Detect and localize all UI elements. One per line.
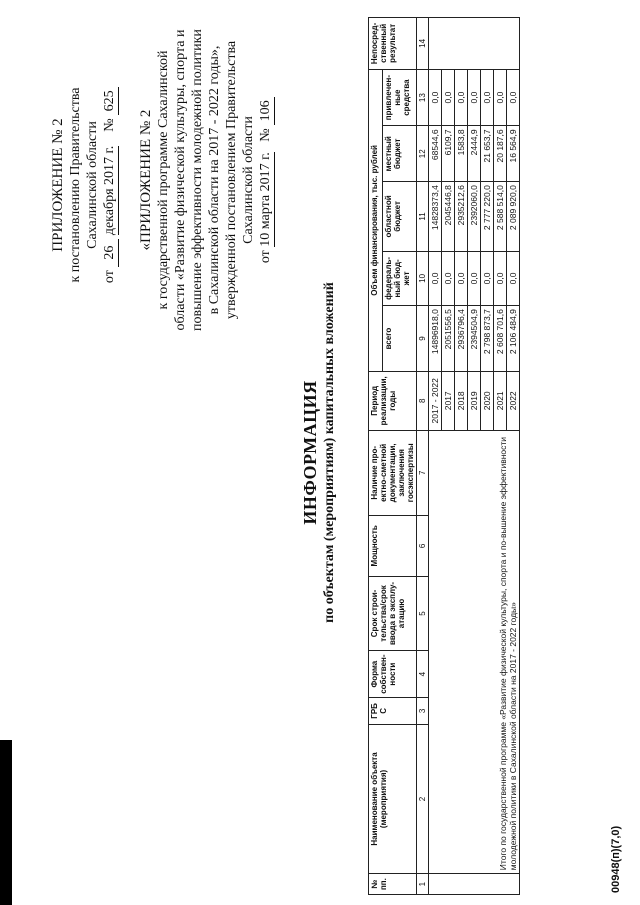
date: 10 марта 2017 г. [258, 152, 273, 247]
col-header-funding: Объем финансирования, тыс. рублей [369, 69, 383, 371]
col-header-ownership: Форма собствен-ности [369, 651, 417, 698]
appendix-title: ПРИЛОЖЕНИЕ № 2 [50, 118, 66, 252]
appendix-line: Сахалинской области [85, 121, 100, 249]
col-header-deadline: Срок строи-тельства/срок ввода в эксплу-атацию [369, 576, 417, 650]
capital-investments-table [368, 17, 520, 895]
document-title: ИНФОРМАЦИЯ [300, 380, 320, 525]
col-header-federal: федераль-ный бюд-жет [382, 251, 416, 306]
col-header-regional: областной бюджет [382, 182, 416, 251]
document-code: 00948(п)(7,0) [610, 825, 622, 893]
total-label: Итого по государственной программе «Развитие физической культуры, спорта и по-вышение эффективности молодежной политики в Сахалинской области на 2017 - 2022 годы» [429, 430, 520, 874]
table-header-row [369, 18, 383, 895]
document-subtitle: по объектам (мероприятиям) капитальных вложений [322, 282, 337, 623]
table-row: 2021 2 608 701,6 0,0 2 588 514,0 20 187,6 0,0 [494, 18, 507, 895]
date-month-year: декабря 2017 г. [102, 145, 117, 236]
table-row: 2019 2394504,9 0,0 2392060,0 2444,9 0,0 [468, 18, 481, 895]
appendix-date-line: от 26 декабря 2017 г. № 625 [101, 35, 119, 335]
col-header-capacity: Мощность [369, 515, 417, 576]
appendix-title: «ПРИЛОЖЕНИЕ № 2 [138, 109, 154, 251]
col-header-other: привлечен-ные средства [382, 69, 416, 126]
table-row: Итого по государственной программе «Развитие физической культуры, спорта и по-вышение эффективности молодежной политики в Сахалинской области на 2017 - 2022 годы» 2017 - 2022 14896918,0 0,0 14828373,4 68544,6 0,0 [429, 18, 442, 895]
table-row: 2017 2051556,5 0,0 2045446,8 6109,7 0,0 [442, 18, 455, 895]
appendix-header-top [50, 35, 119, 335]
decree-number: 106 [257, 97, 275, 125]
date-day: 26 [101, 239, 119, 267]
appendix-header-second: «ПРИЛОЖЕНИЕ № 2 к государственной программе Сахалинской области «Развитие физической культуры, спорта и повышение эффективности молодежной политики в Сахалинской области на 2017 - 2022 годы», утвержденной постановлением Правительства Сахалинской области от 10 марта 2017 г. № 106 [138, 10, 275, 350]
col-header-name: Наименование объекта (мероприятия) [369, 724, 417, 873]
col-header-grbs: ГРБ С [369, 698, 417, 725]
col-header-docs: Наличие про-ектно-сметной документации, заключения госэкспертизы [369, 430, 417, 515]
col-header-local: местный бюджет [382, 126, 416, 182]
column-number-row: 1 2 3 4 5 6 7 8 9 10 11 12 13 14 [417, 18, 429, 895]
col-header-period: Период реализации, годы [369, 371, 417, 430]
appendix-line: к постановлению Правительства [68, 87, 83, 283]
decree-number: 625 [101, 87, 119, 115]
appendix-date-line: от 10 марта 2017 г. № 106 [257, 10, 275, 350]
table-row: 2022 2 106 484,9 0,0 2 089 920,0 16 564,9 0,0 [507, 18, 520, 895]
col-header-result: Непосред-ственный результат [369, 18, 417, 70]
col-header-no: № пп. [369, 874, 417, 895]
col-header-total: всего [382, 306, 416, 372]
table-row: 2020 2 798 873,7 0,0 2 777 220,0 21 653,7 0,0 [481, 18, 494, 895]
table-row: 2018 2936796,4 0,0 2935212,6 1583,8 0,0 [455, 18, 468, 895]
